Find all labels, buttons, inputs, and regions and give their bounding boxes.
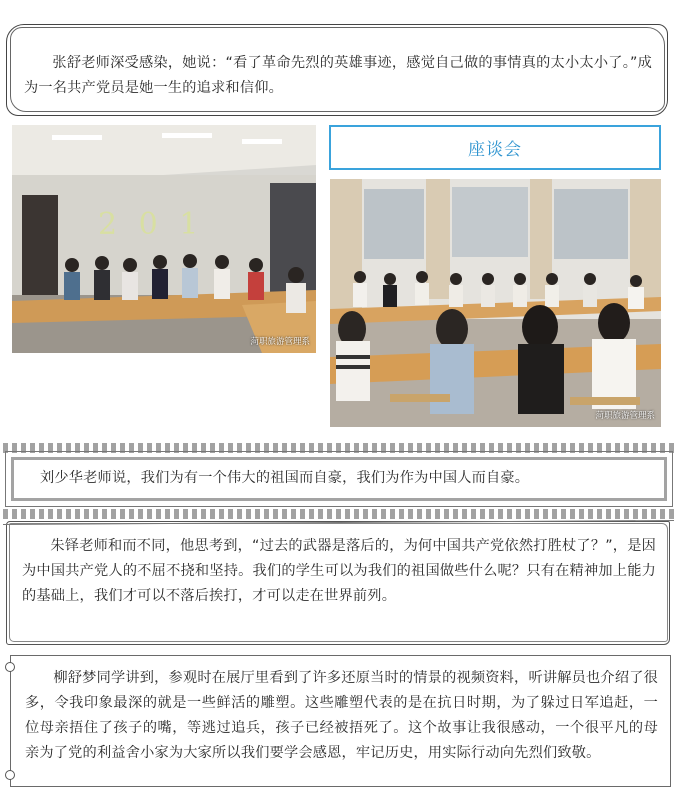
section-heading [329,125,661,170]
paragraph-zhang: 张舒老师深受感染，她说：“看了革命先烈的英雄事迹，感觉自己做的事情真的太小太小了。”成为一名共产党员是她一生的追求和信仰。 [24,55,652,96]
quote-box-liu [5,451,673,507]
wall-decoration-text: 2 0 1 [98,207,205,242]
section-heading-text: 座谈会 [468,140,522,160]
quote-box-zhu [6,521,670,645]
paragraph-liu-shumeng: 柳舒梦同学讲到，参观时在展厅里看到了许多还原当时的情景的视频资料，听讲解员也介绍了很多，令我印象最深的就是一些鲜活的雕塑。这些雕塑代表的是在抗日时期，为了躲过日军追赶，一位母亲捂住了孩子的嘴，等逃过追兵，孩子已经被捂死了。这个故事让我很感动，一个很平凡的母亲为了党的利益舍小家为大家所以我们要学会感恩，牢记历史，用实际行动向先烈们致敬。 [25,670,658,761]
dashed-rail-bottom [3,509,675,519]
quote-box-liu-shumeng [10,655,671,787]
photo-meeting-room-left [12,125,316,353]
paragraph-liu: 刘少华老师说，我们为有一个伟大的祖国而自豪，我们为作为中国人而自豪。 [40,470,530,486]
watermark-right: 菏职旅游管理系 [595,411,655,421]
quote-box-zhang [6,24,668,116]
paragraph-zhu: 朱铎老师和而不同，他思考到，“过去的武器是落后的，为何中国共产党依然打胜杖了？”，是因为中国共产党人的不屈不挠和坚持。我们的学生可以为我们的祖国做些什么呢？只有在精神加上能力的基础上，我们才可以不落后挨打，才可以走在世界前列。 [22,538,656,604]
photo-meeting-room-right [330,179,661,427]
watermark-left: 菏职旅游管理系 [250,337,310,347]
ring-circle-icon [5,662,15,672]
ring-circle-icon [5,770,15,780]
